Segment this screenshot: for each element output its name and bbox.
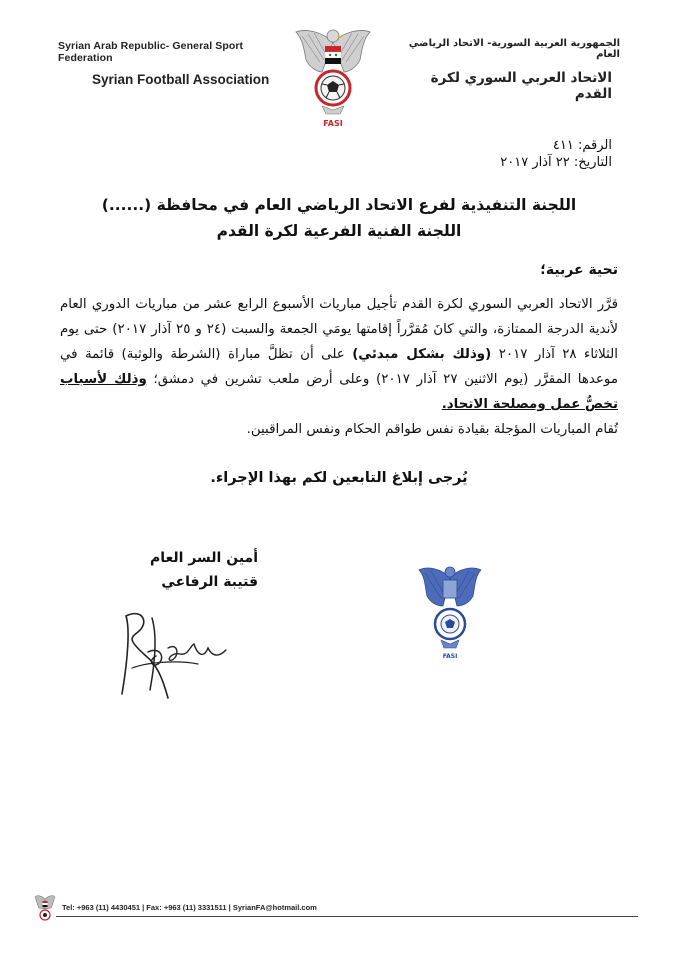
- footer-divider: [56, 916, 638, 917]
- signatory-name: قتيبة الرفاعي: [161, 574, 258, 590]
- header-en-federation: Syrian Arab Republic- General Sport Federation: [58, 40, 244, 64]
- greeting: تحية عربية؛: [540, 262, 618, 278]
- title-line-1: اللجنة التنفيذية لفرع الاتحاد الرياضي العام في محافظة (......): [101, 196, 577, 214]
- header-ar-association: الاتحاد العربي السوري لكرة القدم: [430, 70, 612, 102]
- request-line: يُرجى إبلاغ التابعين لكم بهذا الإجراء.: [210, 470, 468, 486]
- body-p1-continued: على أن تظلَّ مباراة (الشرطة والوثبة) قائمة في موعدها المقرَّر (يوم الاثنين ٢٧ آذار ٢٠١٧) وعلى أرض ملعب تشرين في دمشق؛: [60, 347, 618, 387]
- header-english: [58, 40, 288, 87]
- title-line-2: اللجنة الفنية الفرعية لكرة القدم: [216, 222, 462, 240]
- handwritten-signature: [108, 598, 238, 708]
- association-crest-icon: [292, 22, 374, 130]
- crest-logo-text: FASI: [323, 119, 343, 128]
- body-p1-reason: وذلك لأسباب تخصُّ عمل ومصلحة الاتحاد.: [60, 372, 618, 412]
- stamp-logo-text: FASI: [442, 653, 458, 660]
- header-ar-federation: الجمهورية العربية السورية- الاتحاد الرياضي العام: [408, 38, 620, 60]
- signatory-block: [88, 546, 258, 594]
- letter-title: [40, 192, 638, 244]
- body-p1-bold: (وذلك بشكل مبدئي): [352, 347, 492, 362]
- header-arabic: [390, 38, 620, 102]
- reference-date: التاريخ: ٢٢ آذار ٢٠١٧: [500, 155, 612, 170]
- header-en-association: Syrian Football Association: [92, 72, 270, 87]
- reference-number: الرقم: ٤١١: [552, 138, 612, 153]
- stamp-crest-icon: [415, 560, 485, 660]
- footer-crest-icon: [34, 893, 56, 923]
- body-p1-text: قرَّر الاتحاد العربي السوري لكرة القدم تأجيل مباريات الأسبوع الرابع عشر من مباريات الدوري العام لأندية الدرجة الممتازة، والتي كانَ مُقرَّراً إقامتها يومَي الجمعة والسبت (٢٤ و ٢٥ آذار ٢٠١٧) حتى يوم الثلاثاء ٢٨ آذار ٢٠١٧: [60, 297, 619, 362]
- letter-body: [60, 292, 618, 442]
- body-paragraph-1: [60, 292, 618, 417]
- reference-block: [500, 137, 612, 171]
- body-paragraph-2: تُقام المباريات المؤجلة بقيادة نفس طواقم الحكام ونفس المراقبين.: [246, 422, 618, 437]
- footer-contact: Tel: +963 (11) 4430451 | Fax: +963 (11) 3331511 | SyrianFA@hotmail.com: [62, 903, 317, 912]
- signatory-title: أمين السر العام: [149, 550, 258, 566]
